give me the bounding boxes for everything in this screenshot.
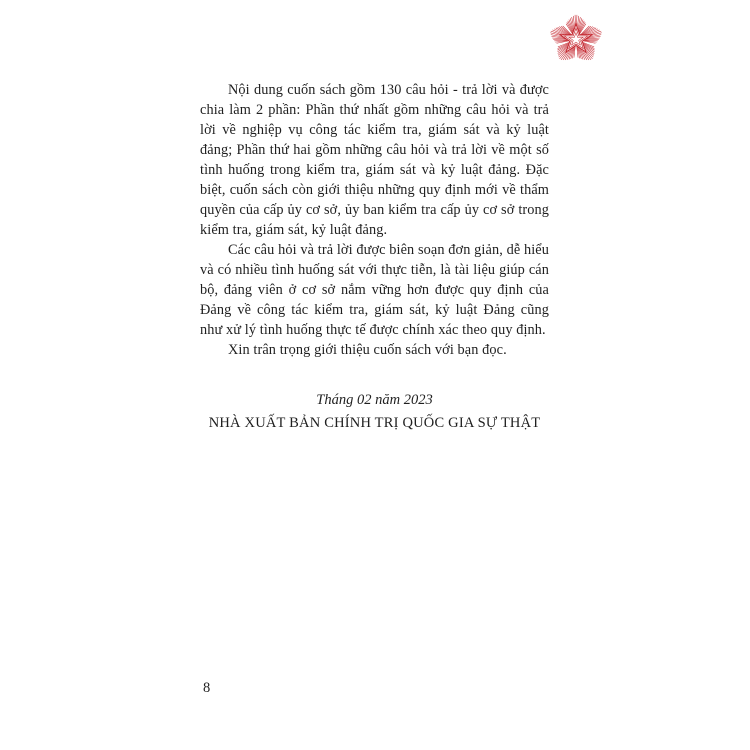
paragraph: Xin trân trọng giới thiệu cuốn sách với bạn đọc.	[228, 342, 507, 358]
date-line: Tháng 02 năm 2023	[316, 392, 433, 408]
body-text-block	[200, 80, 549, 434]
paragraph: Các câu hỏi và trả lời được biên soạn đơn giản, dễ hiểu và có nhiều tình huống sát với thực tiễn, là tài liệu giúp cán bộ, đảng viên ở cơ sở nắm vững hơn được quy định của Đảng về công tác kiểm tra, giám sát, kỷ luật Đảng cũng như xử lý tình huống thực tế được chính xác theo quy định.	[200, 242, 549, 338]
paragraph: Nội dung cuốn sách gồm 130 câu hỏi - trả lời và được chia làm 2 phần: Phần thứ nhất gồm những câu hỏi và trả lời về nghiệp vụ công tác kiểm tra, giám sát và kỷ luật đảng; Phần thứ hai gồm những câu hỏi và trả lời về một số tình huống trong kiểm tra, giám sát và kỷ luật đảng. Đặc biệt, cuốn sách còn giới thiệu những quy định mới về thẩm quyền của cấp ủy cơ sở, ủy ban kiểm tra cấp ủy cơ sở trong kiểm tra, giám sát, kỷ luật đảng.	[200, 82, 549, 238]
page-number: 8	[203, 680, 211, 696]
publisher-name: NHÀ XUẤT BẢN CHÍNH TRỊ QUỐC GIA SỰ THẬT	[208, 415, 541, 431]
star-emblem-icon	[545, 11, 607, 68]
